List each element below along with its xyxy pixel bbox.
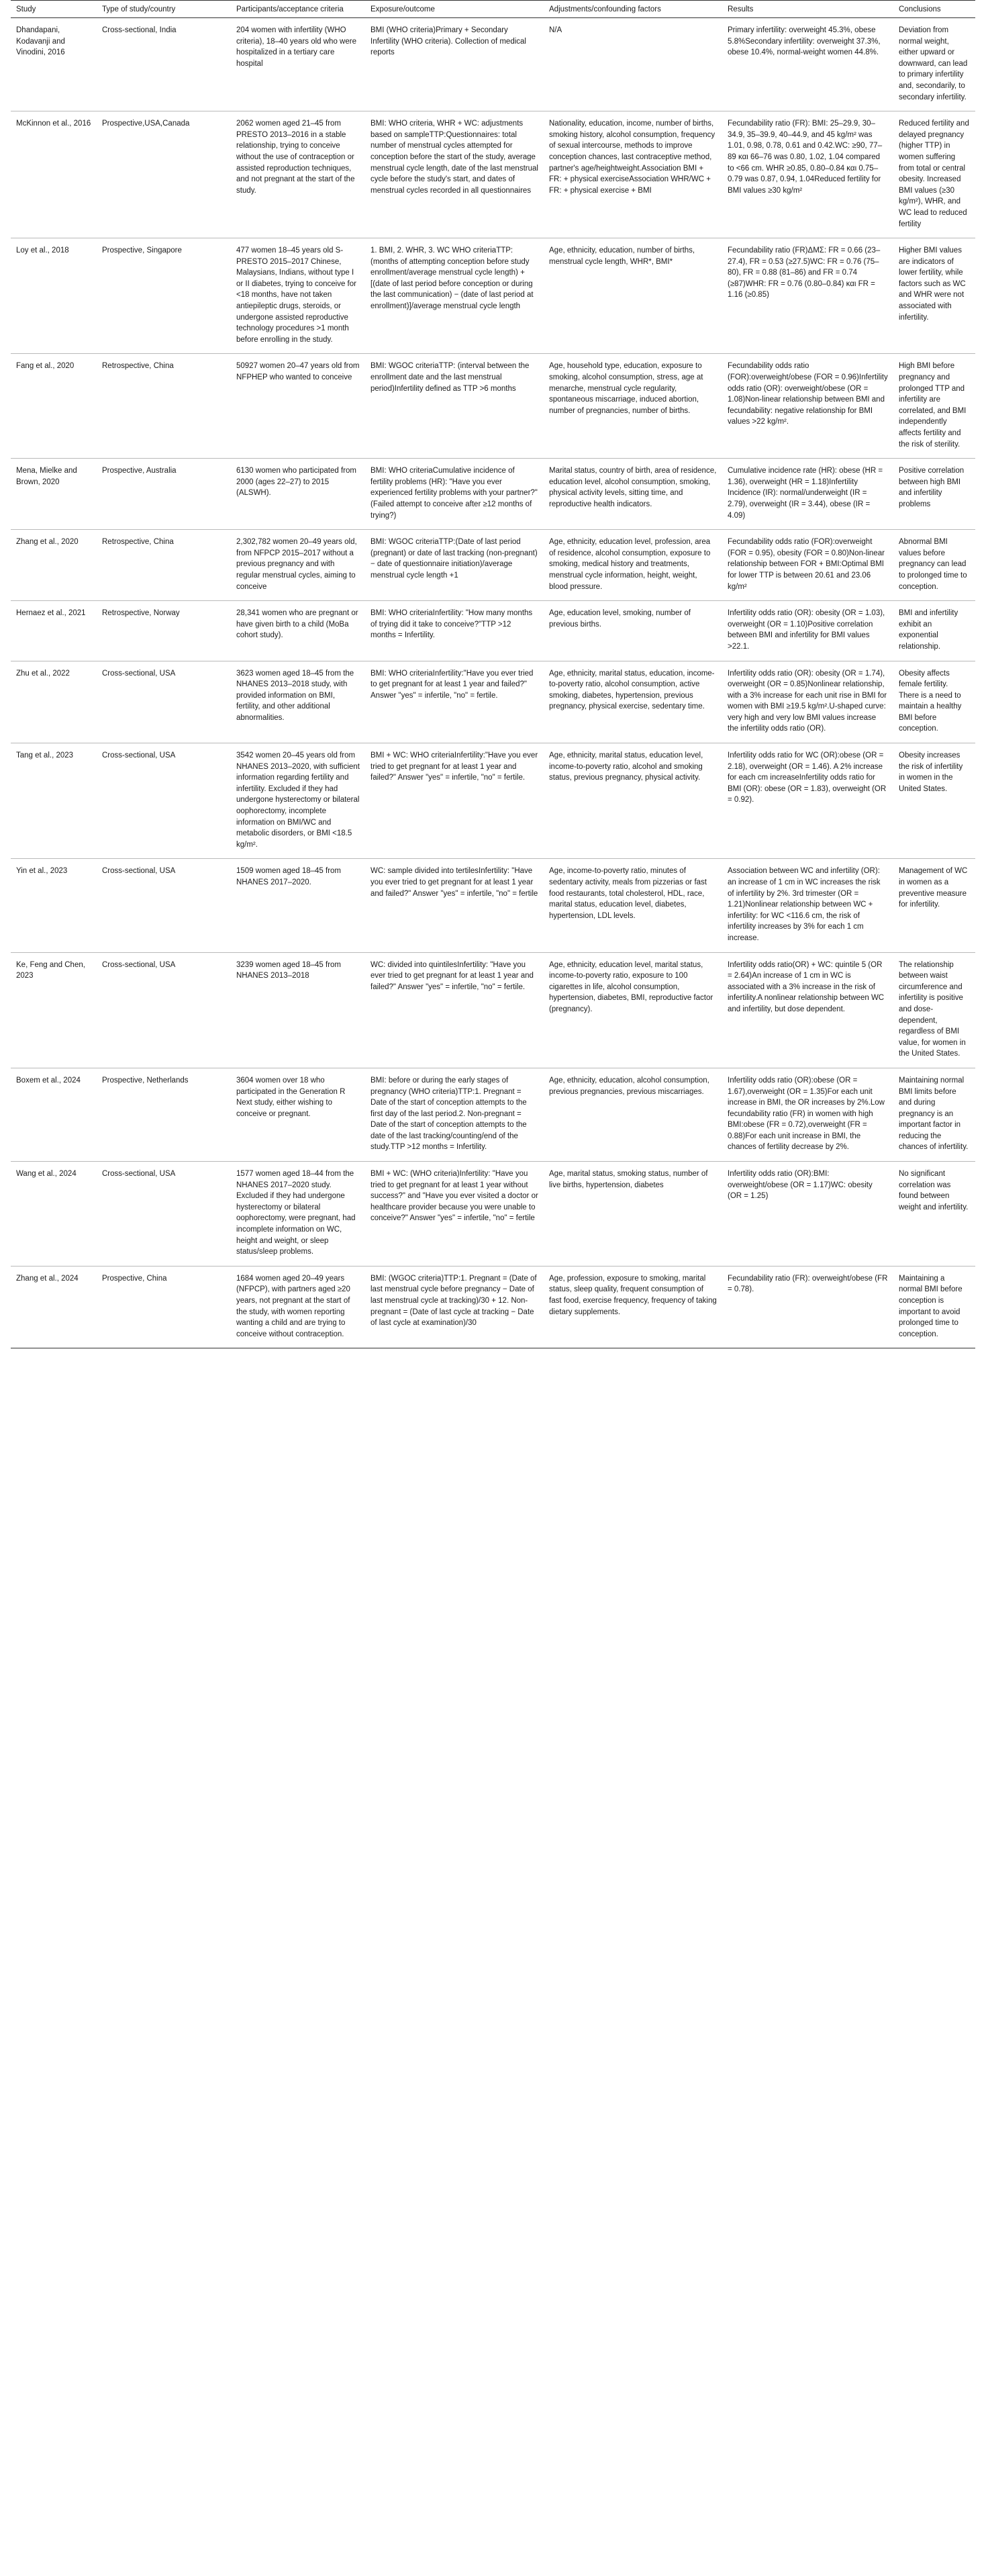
conclusions-cell: Maintaining normal BMI limits before and during pregnancy is an important factor in reducing the chances of infertility. xyxy=(893,1068,975,1161)
adjustments-cell: Age, marital status, smoking status, number of live births, hypertension, diabetes xyxy=(544,1162,722,1267)
participants-cell: 28,341 women who are pregnant or have given birth to a child (MoBa cohort study). xyxy=(231,601,365,661)
results-cell: Fecundability ratio (FR): overweight/obese (FR = 0.78). xyxy=(722,1266,893,1348)
table-row xyxy=(11,1162,975,1267)
conclusions-cell: Obesity affects female fertility. There is a need to maintain a healthy BMI before conception. xyxy=(893,661,975,743)
exposure-cell: WC: divided into quintilesInfertility: "Have you ever tried to get pregnant for at least 1 year and failed?" Answer "yes" = infertile, "no" = fertile. xyxy=(365,952,544,1068)
study-cell: Yin et al., 2023 xyxy=(11,859,97,952)
exposure-cell: BMI: WHO criteriaCumulative incidence of fertility problems (HR): "Have you ever experienced fertility problems with your partner?" (Failed attempt to conceive after ≥12 months of trying?) xyxy=(365,459,544,530)
study-cell: Wang et al., 2024 xyxy=(11,1162,97,1267)
adjustments-cell: Age, ethnicity, marital status, education level, income-to-poverty ratio, alcohol and smoking status, previous pregnancy, physical activity. xyxy=(544,743,722,859)
results-cell: Cumulative incidence rate (HR): obese (HR = 1.36), overweight (HR = 1.18)Infertility Incidence (IR): normal/underweight (IR = 2.79), overweight (IR = 3.44), obese (IR = 4.09) xyxy=(722,459,893,530)
type-cell: Prospective, Netherlands xyxy=(97,1068,231,1161)
header-type: Type of study/country xyxy=(97,1,231,18)
participants-cell: 2,302,782 women 20–49 years old, from NFPCP 2015–2017 without a previous pregnancy and with regular menstrual cycles, aiming to conceive xyxy=(231,530,365,601)
conclusions-cell: Positive correlation between high BMI and infertility problems xyxy=(893,459,975,530)
study-cell: Hernaez et al., 2021 xyxy=(11,601,97,661)
table-row xyxy=(11,743,975,859)
participants-cell: 3239 women aged 18–45 from NHANES 2013–2018 xyxy=(231,952,365,1068)
study-cell: McKinnon et al., 2016 xyxy=(11,111,97,238)
exposure-cell: BMI + WC: WHO criteriaInfertility:"Have you ever tried to get pregnant for at least 1 year and failed?" Answer "yes" = infertile, "no" = fertile. xyxy=(365,743,544,859)
table-row xyxy=(11,859,975,952)
results-cell: Fecundability ratio (FR): BMI: 25–29.9, 30–34.9, 35–39.9, 40–44.9, and 45 kg/m² was 1.01, 0.98, 0.78, 0.61 and 0.42.WC: ≥90, 77–89 και 66–76 was 0.80, 1.02, 1.04 compared to <66 cm. WHR ≥0.85, 0.80–0.84 και 0.75–0.79 was 0.87, 0.94, 1.04Reduced fertility for BMI values ≥30 kg/m² xyxy=(722,111,893,238)
study-cell: Zhu et al., 2022 xyxy=(11,661,97,743)
conclusions-cell: Higher BMI values are indicators of lower fertility, while factors such as WC and WHR were not associated with infertility. xyxy=(893,238,975,354)
header-row xyxy=(11,1,975,18)
table-header xyxy=(11,1,975,18)
exposure-cell: BMI (WHO criteria)Primary + Secondary Infertility (WHO criteria). Collection of medical reports xyxy=(365,18,544,111)
exposure-cell: BMI + WC: (WHO criteria)Infertility: "Have you tried to get pregnant for at least 1 year without success?" and "Have you ever visited a doctor or healthcare provider because you were unable to conceive?" Answer "yes" = infertile, "no" = fertile xyxy=(365,1162,544,1267)
results-cell: Infertility odds ratio (OR):BMI: overweight/obese (OR = 1.17)WC: obesity (OR = 1.25) xyxy=(722,1162,893,1267)
header-conclusions: Conclusions xyxy=(893,1,975,18)
header-participants: Participants/acceptance criteria xyxy=(231,1,365,18)
adjustments-cell: Age, ethnicity, education, alcohol consumption, previous pregnancies, previous miscarriages. xyxy=(544,1068,722,1161)
participants-cell: 1509 women aged 18–45 from NHANES 2017–2020. xyxy=(231,859,365,952)
header-exposure: Exposure/outcome xyxy=(365,1,544,18)
conclusions-cell: Management of WC in women as a preventive measure for infertility. xyxy=(893,859,975,952)
results-cell: Infertility odds ratio(OR) + WC: quintile 5 (OR = 2.64)An increase of 1 cm in WC is associated with a 3% increase in the risk of infertility.A nonlinear relationship between WC and infertility, but dose dependent. xyxy=(722,952,893,1068)
exposure-cell: BMI: WHO criteriaInfertility: "How many months of trying did it take to conceive?"TTP >12 months = Infertility. xyxy=(365,601,544,661)
study-cell: Fang et al., 2020 xyxy=(11,354,97,459)
type-cell: Retrospective, China xyxy=(97,354,231,459)
conclusions-cell: Maintaining a normal BMI before conception is important to avoid prolonged time to conception. xyxy=(893,1266,975,1348)
adjustments-cell: Nationality, education, income, number of births, smoking history, alcohol consumption, frequency of sexual intercourse, methods to improve conception chances, last contraceptive method, partner's age/heightweight.Association BMI + FR: + physical exerciseAssociation WHR/WC + FR: + physical exercise + BMI xyxy=(544,111,722,238)
header-results: Results xyxy=(722,1,893,18)
participants-cell: 1577 women aged 18–44 from the NHANES 2017–2020 study. Excluded if they had undergone hysterectomy or bilateral oophorectomy, were pregnant, had incomplete information on WC, height and weight, or sleep status/sleep problems. xyxy=(231,1162,365,1267)
adjustments-cell: Age, household type, education, exposure to smoking, alcohol consumption, stress, age at menarche, menstrual cycle regularity, spontaneous miscarriage, induced abortion, number of pregnancies, number of births. xyxy=(544,354,722,459)
conclusions-cell: No significant correlation was found between weight and infertility. xyxy=(893,1162,975,1267)
table-row xyxy=(11,952,975,1068)
results-cell: Infertility odds ratio (OR): obesity (OR = 1.74), overweight (OR = 0.85)Nonlinear relationship, with a 3% increase for each unit rise in BMI for women with BMI ≥19.5 kg/m².U-shaped curve: very high and very low BMI values increase the infertility odds ratio (OR). xyxy=(722,661,893,743)
type-cell: Cross-sectional, USA xyxy=(97,743,231,859)
exposure-cell: BMI: (WGOC criteria)TTP:1. Pregnant = (Date of last menstrual cycle before pregnancy − Date of last menstrual cycle at tracking)/30 + 12. Non-pregnant = (Date of last cycle at tracking − Date of last cycle at examination)/30 xyxy=(365,1266,544,1348)
results-cell: Fecundability odds ratio (FOR):overweight (FOR = 0.95), obesity (FOR = 0.80)Non-linear relationship between FOR + BMI:Optimal BMI for lower TTP is between 20.61 and 23.06 kg/m² xyxy=(722,530,893,601)
results-cell: Infertility odds ratio for WC (OR):obese (OR = 2.18), overweight (OR = 1.46). A 2% increase for each cm increaseInfertility odds ratio for BMI (OR): obese (OR = 1.83), overweight (OR = 0.92). xyxy=(722,743,893,859)
study-cell: Ke, Feng and Chen, 2023 xyxy=(11,952,97,1068)
type-cell: Retrospective, Norway xyxy=(97,601,231,661)
study-cell: Zhang et al., 2024 xyxy=(11,1266,97,1348)
type-cell: Cross-sectional, USA xyxy=(97,952,231,1068)
participants-cell: 2062 women aged 21–45 from PRESTO 2013–2016 in a stable relationship, trying to conceive without the use of contraception or assisted reproduction techniques, and not pregnant at the start of the study. xyxy=(231,111,365,238)
evidence-table xyxy=(11,0,975,1348)
participants-cell: 1684 women aged 20–49 years (NFPCP), with partners aged ≥20 years, not pregnant at the start of the study, with women reporting wanting a child and are trying to conceive without contraception. xyxy=(231,1266,365,1348)
type-cell: Retrospective, China xyxy=(97,530,231,601)
participants-cell: 3542 women 20–45 years old from NHANES 2013–2020, with sufficient information regarding fertility and infertility. Excluded if they had undergone hysterectomy or bilateral oophorectomy, incomplete information on BMI/WC and metabolic disorders, or BMI <18.5 kg/m². xyxy=(231,743,365,859)
adjustments-cell: N/A xyxy=(544,18,722,111)
results-cell: Fecundability odds ratio (FOR):overweight/obese (FOR = 0.96)Infertility odds ratio (OR): overweight/obese (OR = 1.08)Non-linear relationship between BMI and fecundability: negative relationship for BMI values >22 kg/m². xyxy=(722,354,893,459)
conclusions-cell: BMI and infertility exhibit an exponential relationship. xyxy=(893,601,975,661)
participants-cell: 477 women 18–45 years old S-PRESTO 2015–2017 Chinese, Malaysians, Indians, without type I or II diabetes, trying to conceive for <18 months, have not taken antiepileptic drugs, steroids, or undergone assisted reproductive technology procedures >1 month before enrolling in the study. xyxy=(231,238,365,354)
results-cell: Association between WC and infertility (OR): an increase of 1 cm in WC increases the risk of infertility by 2%. 3rd trimester (OR = 1.21)Nonlinear relationship between WC + infertility: for WC <116.6 cm, the risk of infertility increases by 3% for each 1 cm increase. xyxy=(722,859,893,952)
conclusions-cell: Reduced fertility and delayed pregnancy (higher TTP) in women suffering from total or central obesity. Increased BMI values (≥30 kg/m²), WHR, and WC lead to reduced fertility xyxy=(893,111,975,238)
conclusions-cell: Abnormal BMI values before pregnancy can lead to prolonged time to conception. xyxy=(893,530,975,601)
adjustments-cell: Age, education level, smoking, number of previous births. xyxy=(544,601,722,661)
exposure-cell: BMI: before or during the early stages of pregnancy (WHO criteria)TTP:1. Pregnant = Date of the start of conception attempts to the first day of the last period.2. Non-pregnant = Date of the start of conception attempts to the date of the last tracking/counting/end of the study.TTP >12 months = Infertility. xyxy=(365,1068,544,1161)
table-row xyxy=(11,661,975,743)
conclusions-cell: High BMI before pregnancy and prolonged TTP and infertility are correlated, and BMI independently affects fertility and the risk of sterility. xyxy=(893,354,975,459)
study-cell: Zhang et al., 2020 xyxy=(11,530,97,601)
results-cell: Infertility odds ratio (OR): obesity (OR = 1.03), overweight (OR = 1.10)Positive correlation between BMI and infertility for BMI values >22.1. xyxy=(722,601,893,661)
exposure-cell: WC: sample divided into tertilesInfertility: "Have you ever tried to get pregnant for at least 1 year and failed?" Answer "yes" = infertile, "no" = fertile xyxy=(365,859,544,952)
adjustments-cell: Age, income-to-poverty ratio, minutes of sedentary activity, meals from pizzerias or fast food restaurants, total cholesterol, HDL, race, marital status, education level, diabetes, hypertension, LDL levels. xyxy=(544,859,722,952)
type-cell: Prospective, Singapore xyxy=(97,238,231,354)
table-row xyxy=(11,1266,975,1348)
table-row xyxy=(11,601,975,661)
participants-cell: 50927 women 20–47 years old from NFPHEP who wanted to conceive xyxy=(231,354,365,459)
table-row xyxy=(11,1068,975,1161)
exposure-cell: BMI: WGOC criteriaTTP:(Date of last period (pregnant) or date of last tracking (non-pregnant) − date of questionnaire initiation)/average menstrual cycle length +1 xyxy=(365,530,544,601)
type-cell: Cross-sectional, USA xyxy=(97,859,231,952)
conclusions-cell: The relationship between waist circumference and infertility is positive and dose-dependent, regardless of BMI value, for women in the United States. xyxy=(893,952,975,1068)
table-row xyxy=(11,111,975,238)
participants-cell: 3604 women over 18 who participated in the Generation R Next study, either wishing to conceive or pregnant. xyxy=(231,1068,365,1161)
study-cell: Tang et al., 2023 xyxy=(11,743,97,859)
study-cell: Mena, Mielke and Brown, 2020 xyxy=(11,459,97,530)
exposure-cell: BMI: WHO criteria, WHR + WC: adjustments based on sampleTTP:Questionnaires: total number of menstrual cycles attempted for conception before the start of the study, average menstrual cycle length, date of the last menstrual cycle before the study's start, and dates of menstrual cycles recorded in all questionnaires xyxy=(365,111,544,238)
adjustments-cell: Marital status, country of birth, area of residence, education level, alcohol consumption, smoking, physical activity levels, sitting time, and reproductive health indicators. xyxy=(544,459,722,530)
type-cell: Cross-sectional, USA xyxy=(97,661,231,743)
participants-cell: 3623 women aged 18–45 from the NHANES 2013–2018 study, with provided information on BMI, fertility, and other additional abnormalities. xyxy=(231,661,365,743)
study-cell: Dhandapani, Kodavanji and Vinodini, 2016 xyxy=(11,18,97,111)
study-cell: Loy et al., 2018 xyxy=(11,238,97,354)
type-cell: Prospective, China xyxy=(97,1266,231,1348)
adjustments-cell: Age, profession, exposure to smoking, marital status, sleep quality, frequent consumption of fast food, exercise frequency, frequency of taking dietary supplements. xyxy=(544,1266,722,1348)
table-row xyxy=(11,18,975,111)
header-study: Study xyxy=(11,1,97,18)
adjustments-cell: Age, ethnicity, marital status, education, income-to-poverty ratio, alcohol consumption, active smoking, diabetes, hypertension, previous pregnancy, physical exercise, sedentary time. xyxy=(544,661,722,743)
study-cell: Boxem et al., 2024 xyxy=(11,1068,97,1161)
table-row xyxy=(11,354,975,459)
type-cell: Cross-sectional, USA xyxy=(97,1162,231,1267)
exposure-cell: 1. BMI, 2. WHR, 3. WC WHO criteriaTTP: (months of attempting conception before study enrollment/average menstrual cycle length) + [(date of last period before conception or during the last communication) − (date of last period at enrollment)]/average menstrual cycle length xyxy=(365,238,544,354)
table-row xyxy=(11,459,975,530)
exposure-cell: BMI: WHO criteriaInfertility:"Have you ever tried to get pregnant for at least 1 year and failed?" Answer "yes" = infertile, "no" = fertile. xyxy=(365,661,544,743)
exposure-cell: BMI: WGOC criteriaTTP: (interval between the enrollment date and the last menstrual period)Infertility defined as TTP >6 months xyxy=(365,354,544,459)
table-row xyxy=(11,238,975,354)
results-cell: Infertility odds ratio (OR):obese (OR = 1.67),overweight (OR = 1.35)For each unit increase in BMI, the OR increases by 2%.Low fecundability ratio (FR) in women with high BMI:obese (FR = 0.72),overweight (FR = 0.88)For each unit increase in BMI, the chances of fertility decrease by 2%. xyxy=(722,1068,893,1161)
header-adjustments: Adjustments/confounding factors xyxy=(544,1,722,18)
adjustments-cell: Age, ethnicity, education level, profession, area of residence, alcohol consumption, exposure to smoking, medical history and treatments, menstrual cycle information, height, weight, blood pressure. xyxy=(544,530,722,601)
results-cell: Primary infertility: overweight 45.3%, obese 5.8%Secondary infertility: overweight 37.3%, obese 10.4%, normal-weight women 44.8%. xyxy=(722,18,893,111)
table-body xyxy=(11,18,975,1348)
adjustments-cell: Age, ethnicity, education, number of births, menstrual cycle length, WHR*, BMI* xyxy=(544,238,722,354)
type-cell: Prospective, Australia xyxy=(97,459,231,530)
participants-cell: 204 women with infertility (WHO criteria), 18–40 years old who were hospitalized in a tertiary care hospital xyxy=(231,18,365,111)
adjustments-cell: Age, ethnicity, education level, marital status, income-to-poverty ratio, exposure to 100 cigarettes in life, alcohol consumption, hypertension, diabetes, BMI, reproductive factor (pregnancy). xyxy=(544,952,722,1068)
conclusions-cell: Deviation from normal weight, either upward or downward, can lead to primary infertility and, secondarily, to secondary infertility. xyxy=(893,18,975,111)
participants-cell: 6130 women who participated from 2000 (ages 22–27) to 2015 (ALSWH). xyxy=(231,459,365,530)
conclusions-cell: Obesity increases the risk of infertility in women in the United States. xyxy=(893,743,975,859)
type-cell: Prospective,USA,Canada xyxy=(97,111,231,238)
table-row xyxy=(11,530,975,601)
results-cell: Fecundability ratio (FR)ΔΜΣ: FR = 0.66 (23–27.4), FR = 0.53 (≥27.5)WC: FR = 0.76 (75–80), FR = 0.88 (81–86) and FR = 0.74 (≥87)WHR: FR = 0.76 (0.80–0.84) και FR = 1.16 (≥0.85) xyxy=(722,238,893,354)
type-cell: Cross-sectional, India xyxy=(97,18,231,111)
